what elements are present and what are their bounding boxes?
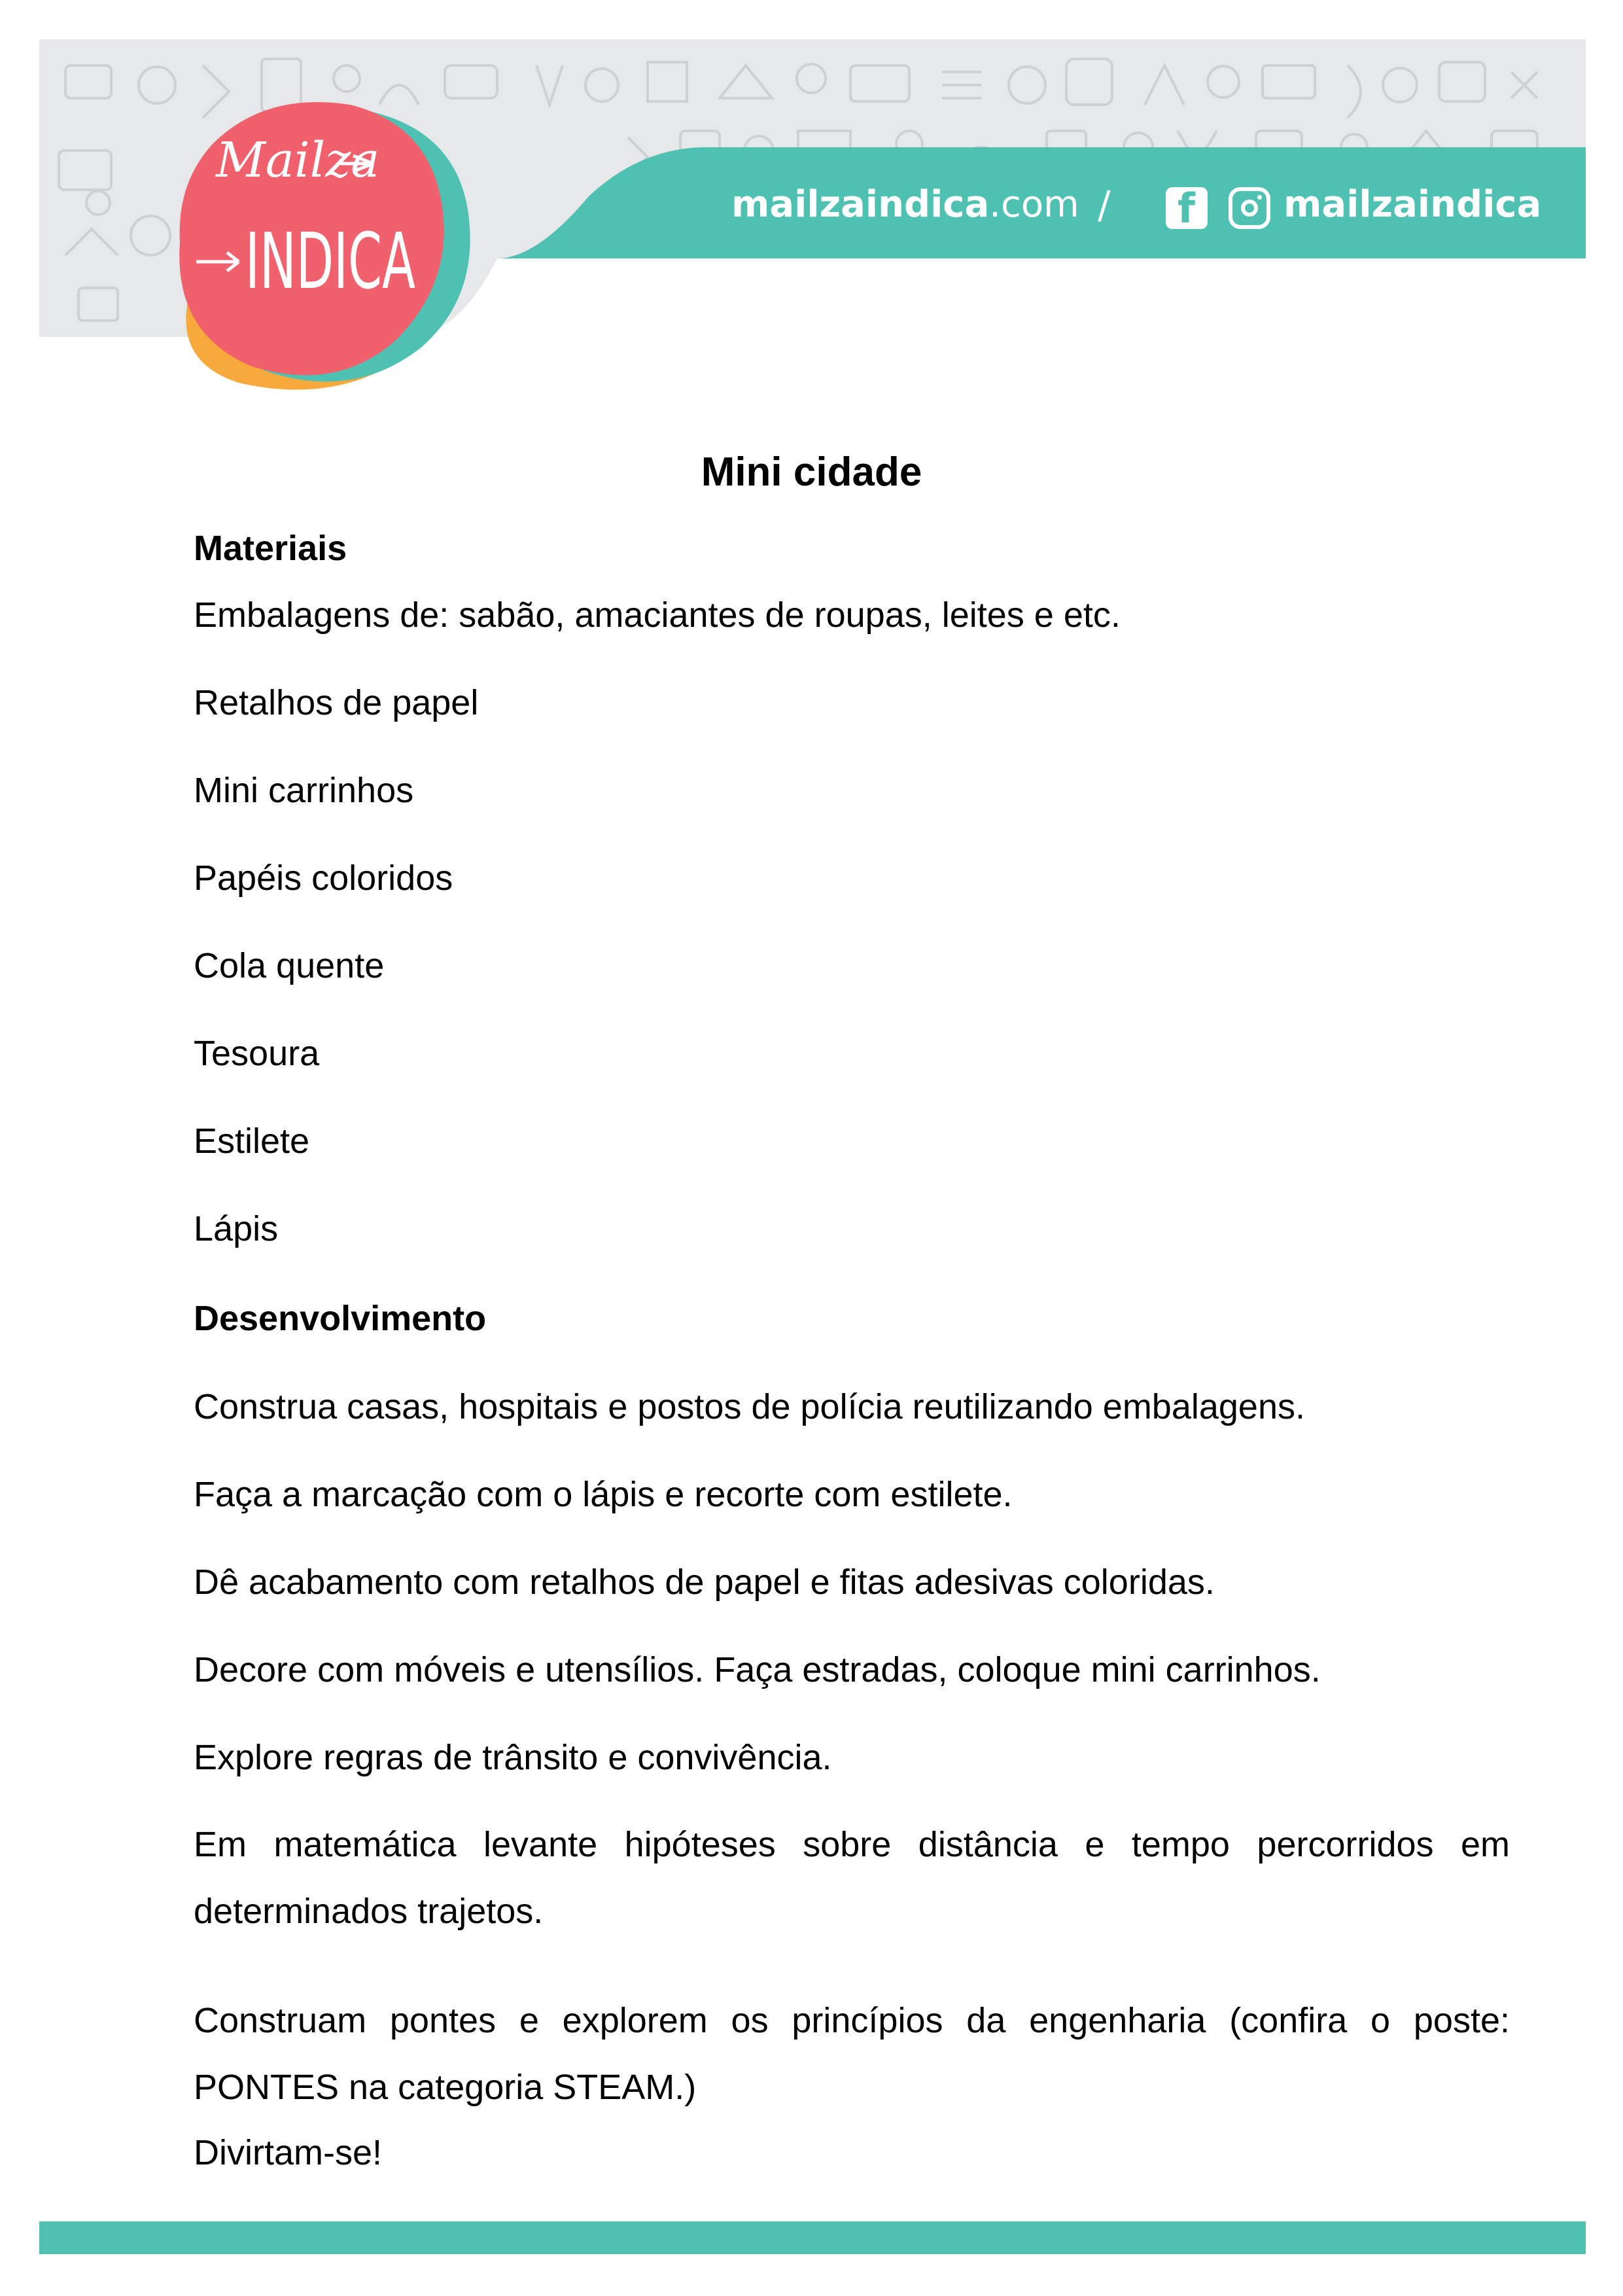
step-item: Faça a marcação com o lápis e recorte com estilete. bbox=[194, 1475, 1013, 1514]
step-item: Construa casas, hospitais e postos de polícia reutilizando embalagens. bbox=[194, 1387, 1305, 1426]
step-item: Divirtam-se! bbox=[194, 2133, 383, 2172]
material-item: Tesoura bbox=[194, 1034, 320, 1073]
website-link[interactable]: mailzaindica.com bbox=[731, 183, 1079, 226]
document-title: Mini cidade bbox=[701, 450, 922, 495]
material-item: Lápis bbox=[194, 1209, 279, 1248]
step-item: Decore com móveis e utensílios. Faça estradas, coloque mini carrinhos. bbox=[194, 1650, 1321, 1689]
instagram-icon[interactable] bbox=[1229, 187, 1270, 229]
step-item: Explore regras de trânsito e convivência. bbox=[194, 1738, 832, 1777]
step-item: Construam pontes e explorem os princípios da engenharia (confira o poste: PONTES na categoria STEAM.) bbox=[194, 2001, 1510, 2107]
step-item: Dê acabamento com retalhos de papel e fitas adesivas coloridas. bbox=[194, 1563, 1215, 1602]
facebook-icon[interactable]: f bbox=[1166, 187, 1208, 229]
material-item: Mini carrinhos bbox=[194, 771, 414, 810]
mailza-indica-logo bbox=[154, 85, 494, 399]
social-handle[interactable]: mailzaindica bbox=[1283, 183, 1542, 226]
material-item: Estilete bbox=[194, 1122, 310, 1161]
material-item: Embalagens de: sabão, amaciantes de roupas, leites e etc. bbox=[194, 595, 1121, 635]
logo-text-top: Mailza bbox=[216, 132, 380, 188]
material-item: Papéis coloridos bbox=[194, 858, 453, 898]
materials-heading: Materiais bbox=[194, 529, 347, 568]
material-item: Retalhos de papel bbox=[194, 683, 479, 722]
footer-bar bbox=[39, 2221, 1586, 2254]
step-item: Em matemática levante hipóteses sobre distância e tempo percorridos em determinados trajetos. bbox=[194, 1825, 1510, 1931]
material-item: Cola quente bbox=[194, 946, 385, 985]
header-separator: / bbox=[1098, 183, 1111, 227]
development-heading: Desenvolvimento bbox=[194, 1299, 487, 1338]
logo-text-bottom: INDICA bbox=[245, 216, 415, 306]
